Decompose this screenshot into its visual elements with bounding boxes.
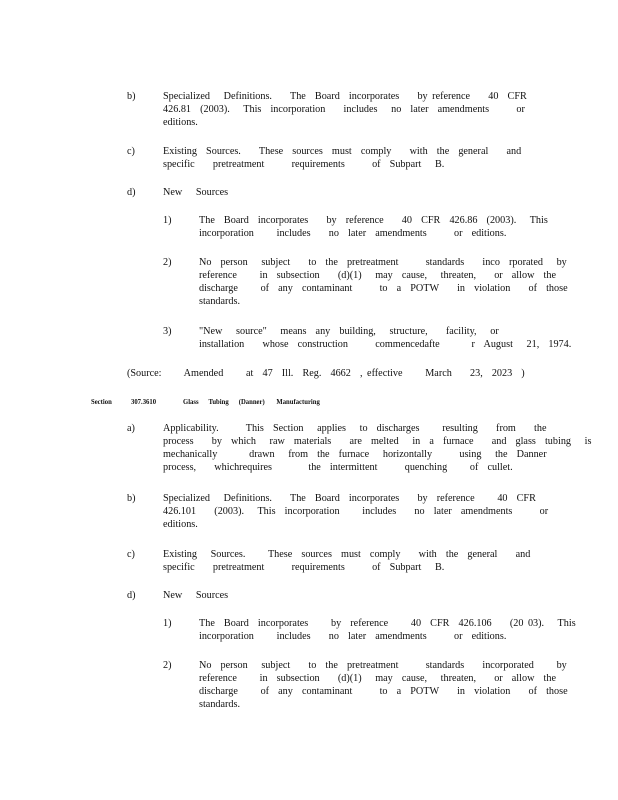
- subitem-2-line: discharge of any contaminant to a POTW in violation of those: [199, 283, 568, 294]
- subitem-2-line: No person subject to the pretreatment standards inco rporated by: [199, 257, 567, 268]
- paragraph-b-line: 426.101 (2003). This incorporation includes no later amendments or: [163, 506, 549, 517]
- paragraph-a-line: process, whichrequires the intermittent quenching of cullet.: [163, 462, 513, 473]
- paragraph-b-line: editions.: [163, 117, 198, 128]
- subitem-1-label: 1): [163, 618, 172, 629]
- subitem-1-line: incorporation includes no later amendments or editions.: [199, 228, 507, 239]
- paragraph-c-line: Existing Sources. These sources must comply with the general and: [163, 549, 531, 560]
- subitem-3-line: "New source" means any building, structure, facility, or: [199, 326, 499, 337]
- subitem-2-line: standards.: [199, 699, 241, 710]
- subitem-1-label: 1): [163, 215, 172, 226]
- subitem-2-line: reference in subsection (d)(1) may cause, threaten, or allow the: [199, 673, 556, 684]
- subitem-2-line: reference in subsection (d)(1) may cause, threaten, or allow the: [199, 270, 556, 281]
- source-note: (Source: Amended at 47 Ill. Reg. 4662 , effective March 23, 2023 ): [127, 368, 525, 379]
- paragraph-b-line: editions.: [163, 519, 198, 530]
- paragraph-d-title: New Sources: [163, 187, 229, 198]
- paragraph-b-label: b): [127, 493, 136, 504]
- paragraph-d-title: New Sources: [163, 590, 229, 601]
- paragraph-b-line: 426.81 (2003). This incorporation includes no later amendments or: [163, 104, 525, 115]
- subitem-2-line: standards.: [199, 296, 241, 307]
- section-label: Section: [91, 397, 112, 406]
- subitem-3-label: 3): [163, 326, 172, 337]
- paragraph-a-line: mechanically drawn from the furnace horizontally using the Danner: [163, 449, 547, 460]
- subitem-1-line: The Board incorporates by reference 40 CFR 426.106 (20 03). This: [199, 618, 576, 629]
- subitem-2-label: 2): [163, 660, 172, 671]
- paragraph-b-line: Specialized Definitions. The Board incorporates by reference 40 CFR: [163, 493, 536, 504]
- paragraph-d-label: d): [127, 187, 136, 198]
- paragraph-a-line: Applicability. This Section applies to discharges resulting from the: [163, 423, 547, 434]
- subitem-3-line: installation whose construction commencedafte r August 21, 1974.: [199, 339, 572, 350]
- subitem-2-line: discharge of any contaminant to a POTW in violation of those: [199, 686, 568, 697]
- paragraph-b-label: b): [127, 91, 136, 102]
- paragraph-d-label: d): [127, 590, 136, 601]
- subitem-2-line: No person subject to the pretreatment standards incorporated by: [199, 660, 567, 671]
- paragraph-a-label: a): [127, 423, 135, 434]
- paragraph-b-line: Specialized Definitions. The Board incorporates by reference 40 CFR: [163, 91, 527, 102]
- subitem-2-label: 2): [163, 257, 172, 268]
- subitem-1-line: The Board incorporates by reference 40 CFR 426.86 (2003). This: [199, 215, 548, 226]
- paragraph-c-label: c): [127, 549, 135, 560]
- section-title: Glass Tubing (Danner) Manufacturing: [183, 397, 320, 406]
- section-number: 307.3610: [131, 397, 157, 406]
- paragraph-c-label: c): [127, 146, 135, 157]
- subitem-1-line: incorporation includes no later amendments or editions.: [199, 631, 507, 642]
- paragraph-c-line: Existing Sources. These sources must comply with the general and: [163, 146, 522, 157]
- paragraph-c-line: specific pretreatment requirements of Subpart B.: [163, 562, 445, 573]
- paragraph-c-line: specific pretreatment requirements of Subpart B.: [163, 159, 445, 170]
- paragraph-a-line: process by which raw materials are melted in a furnace and glass tubing is: [163, 436, 592, 447]
